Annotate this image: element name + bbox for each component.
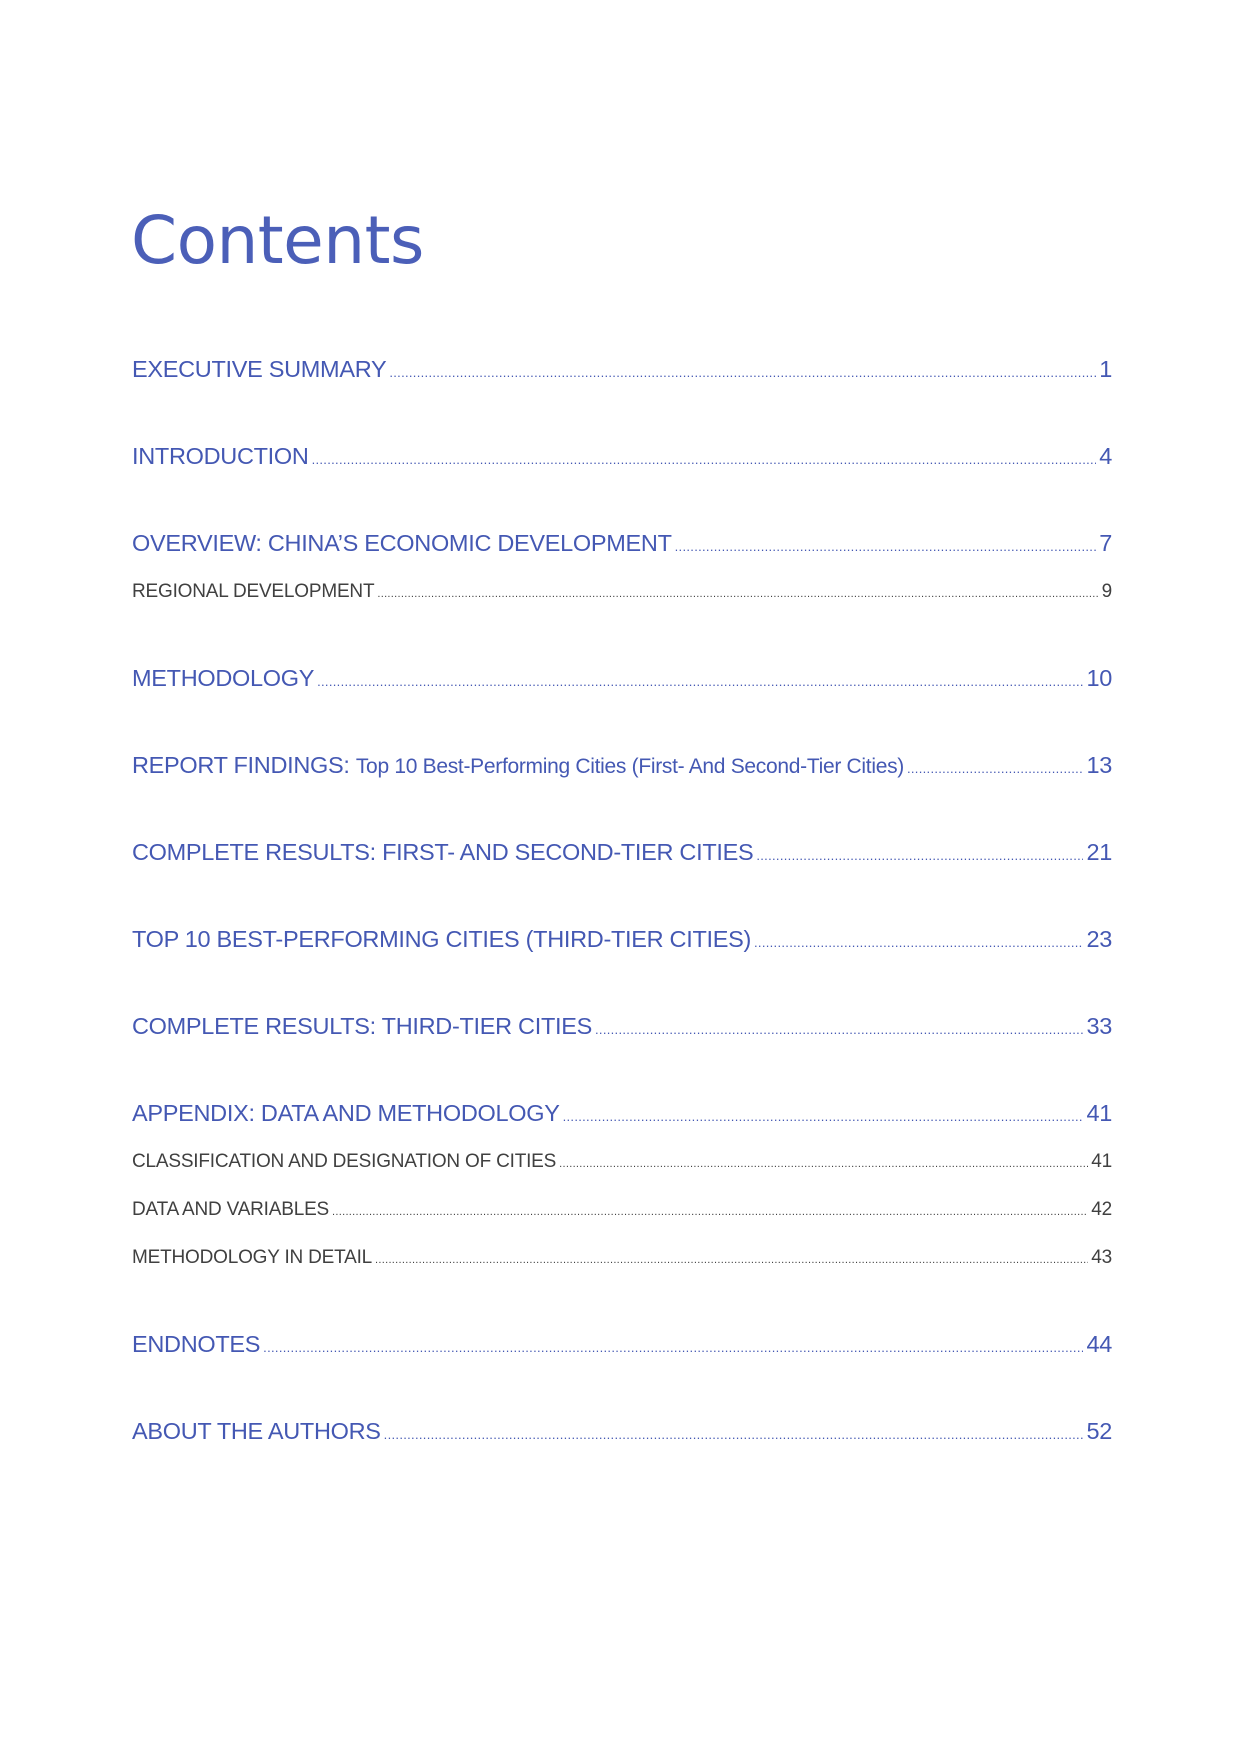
toc-entry-title: COMPLETE RESULTS: FIRST- AND SECOND-TIER CITIES [132, 839, 754, 865]
toc-page-number: 42 [1091, 1199, 1112, 1220]
toc-page-number: 13 [1086, 752, 1112, 778]
toc-page-number: 1 [1099, 356, 1112, 382]
toc-entry-top-10-third-tier[interactable] [132, 926, 1112, 953]
toc-entry-title: METHODOLOGY [132, 665, 315, 691]
toc-entry-title: ENDNOTES [132, 1331, 261, 1357]
toc-page-number: 10 [1086, 665, 1112, 691]
toc-entry-title [132, 752, 904, 779]
page-title: Contents [131, 202, 424, 279]
toc-page-number: 9 [1101, 581, 1112, 602]
dot-leader [375, 1254, 1088, 1266]
toc-entry-title: METHODOLOGY IN DETAIL [132, 1247, 373, 1268]
toc-page-number: 52 [1086, 1418, 1112, 1444]
dot-leader [754, 935, 1083, 950]
toc-entry-about-the-authors[interactable] [132, 1418, 1112, 1445]
toc-entry-overview[interactable] [132, 530, 1112, 557]
dot-leader [384, 1427, 1084, 1442]
toc-page-number: 41 [1086, 1100, 1112, 1126]
toc-entry-subtitle: Top 10 Best-Performing Cities (First- And Second-Tier Cities) [355, 755, 904, 778]
toc-entry-executive-summary[interactable] [132, 356, 1112, 383]
toc-entry-title: COMPLETE RESULTS: THIRD-TIER CITIES [132, 1013, 592, 1039]
toc-entry-title-main: REPORT FINDINGS: [132, 752, 350, 778]
toc-entry-classification[interactable] [132, 1151, 1112, 1173]
toc-entry-data-and-variables[interactable] [132, 1199, 1112, 1221]
toc-page-number: 7 [1099, 530, 1112, 556]
dot-leader [756, 848, 1083, 863]
dot-leader [317, 674, 1083, 689]
toc-entry-methodology[interactable] [132, 665, 1112, 692]
toc-page-number: 44 [1086, 1331, 1112, 1357]
toc-page-number: 41 [1091, 1151, 1112, 1172]
toc-entry-complete-results-third-tier[interactable] [132, 1013, 1112, 1040]
dot-leader [332, 1206, 1088, 1218]
toc-entry-title: INTRODUCTION [132, 443, 309, 469]
toc-page-number: 43 [1091, 1247, 1112, 1268]
dot-leader [377, 588, 1098, 600]
toc-entry-report-findings[interactable] [132, 752, 1112, 779]
dot-leader [675, 539, 1097, 554]
dot-leader [263, 1340, 1083, 1355]
toc-page-number: 21 [1086, 839, 1112, 865]
toc-entry-complete-results-first-second[interactable] [132, 839, 1112, 866]
dot-leader [559, 1158, 1088, 1170]
toc-entry-title: APPENDIX: DATA AND METHODOLOGY [132, 1100, 560, 1126]
toc-entry-title: REGIONAL DEVELOPMENT [132, 581, 375, 602]
toc-entry-methodology-in-detail[interactable] [132, 1247, 1112, 1269]
toc-entry-title: OVERVIEW: CHINA’S ECONOMIC DEVELOPMENT [132, 530, 672, 556]
dot-leader [907, 761, 1083, 776]
toc-entry-title: DATA AND VARIABLES [132, 1199, 330, 1220]
toc-entry-title: CLASSIFICATION AND DESIGNATION OF CITIES [132, 1151, 557, 1172]
toc-page-number: 23 [1086, 926, 1112, 952]
toc-entry-endnotes[interactable] [132, 1331, 1112, 1358]
toc-page-number: 33 [1086, 1013, 1112, 1039]
dot-leader [389, 365, 1096, 380]
toc-page-number: 4 [1099, 443, 1112, 469]
toc-entry-title: ABOUT THE AUTHORS [132, 1418, 381, 1444]
toc-entry-introduction[interactable] [132, 443, 1112, 470]
toc-entry-appendix[interactable] [132, 1100, 1112, 1127]
dot-leader [312, 452, 1097, 467]
toc-entry-title: TOP 10 BEST-PERFORMING CITIES (THIRD-TIER CITIES) [132, 926, 751, 952]
toc-entry-regional-development[interactable] [132, 581, 1112, 603]
dot-leader [563, 1109, 1084, 1124]
toc-entry-title: EXECUTIVE SUMMARY [132, 356, 387, 382]
dot-leader [595, 1022, 1083, 1037]
